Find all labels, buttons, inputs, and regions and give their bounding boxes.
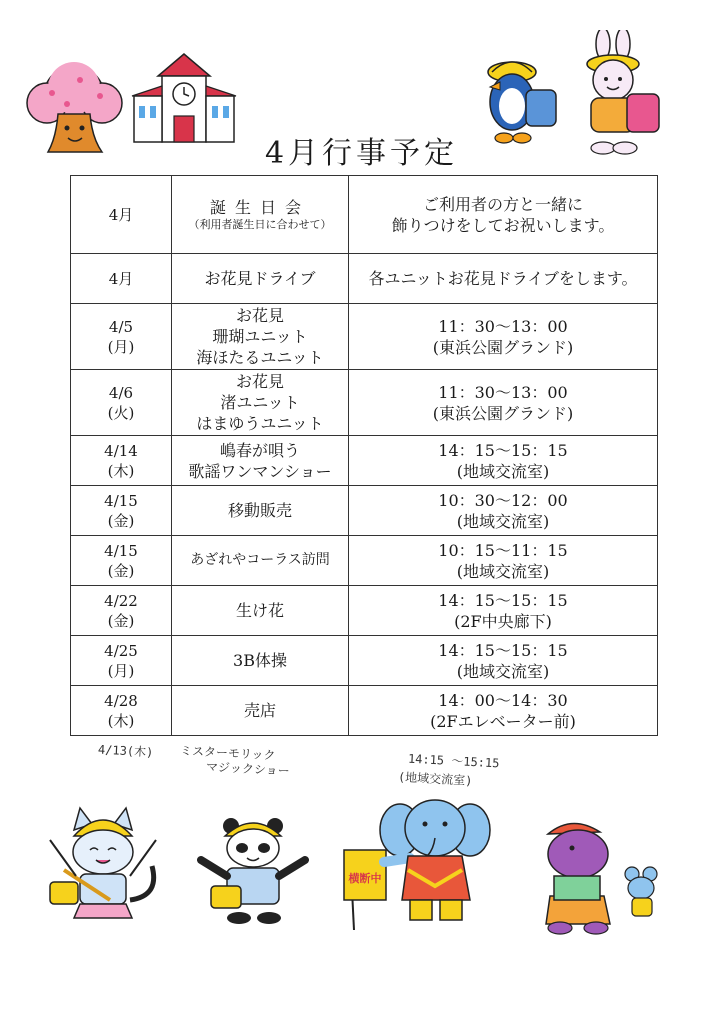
day: (月) <box>107 337 135 356</box>
table-row <box>71 586 658 636</box>
day: (金) <box>107 561 135 580</box>
handwritten-place: (地域交流室) <box>397 770 473 788</box>
event-line: 誕生日会 <box>209 198 310 217</box>
event-cell <box>172 176 349 254</box>
detail-cell <box>349 176 658 254</box>
day: (木) <box>107 461 135 480</box>
detail-line: 10：30〜12：00 <box>438 490 568 510</box>
detail-line: (地域交流室) <box>456 561 550 581</box>
detail-cell <box>349 436 658 486</box>
date-cell <box>71 436 172 486</box>
day: (火) <box>107 403 135 422</box>
detail-line: (地域交流室) <box>456 461 550 481</box>
cat-student-illustration <box>40 800 170 930</box>
date: 4/5 <box>108 317 134 336</box>
detail-line: 11：30〜13：00 <box>438 382 568 402</box>
event-line: お花見 <box>235 372 284 391</box>
date: 4/15 <box>104 541 138 560</box>
table-row <box>71 370 658 436</box>
detail-line: (東浜公園グランド) <box>432 403 574 423</box>
date-cell <box>71 304 172 370</box>
date: 4月 <box>108 205 134 224</box>
event-cell <box>172 586 349 636</box>
table-row <box>71 176 658 254</box>
detail-line: 10：15〜11：15 <box>438 540 568 560</box>
date-cell <box>71 536 172 586</box>
table-row <box>71 254 658 304</box>
detail-line: (地域交流室) <box>456 511 550 531</box>
date-cell <box>71 586 172 636</box>
table-row <box>71 304 658 370</box>
event-cell <box>172 370 349 436</box>
handwritten-event-line: ミスターモリック <box>179 743 276 763</box>
detail-line: 14：15〜15：15 <box>438 590 568 610</box>
date: 4/28 <box>104 691 138 710</box>
detail-cell <box>349 304 658 370</box>
detail-line: 11：30〜13：00 <box>438 316 568 336</box>
handwritten-time: 14:15 〜15:15 <box>407 751 500 771</box>
event-line: 嶋春が唄う <box>219 440 300 460</box>
event-line: 3B体操 <box>233 651 287 670</box>
detail-line: (東浜公園グランド) <box>432 337 574 357</box>
detail-line: ご利用者の方と一緒に <box>422 194 583 214</box>
event-line: 海ほたるユニット <box>196 348 324 367</box>
detail-cell <box>349 370 658 436</box>
day: (金) <box>107 511 135 530</box>
table-row <box>71 636 658 686</box>
event-cell <box>172 686 349 736</box>
date: 4/25 <box>104 641 138 660</box>
date: 4/14 <box>104 441 138 460</box>
detail-cell <box>349 586 658 636</box>
event-line: 売店 <box>243 701 276 720</box>
detail-cell <box>349 486 658 536</box>
event-line: 珊瑚ユニット <box>212 327 308 346</box>
detail-cell <box>349 686 658 736</box>
event-line: お花見ドライブ <box>204 269 316 288</box>
date-cell <box>71 636 172 686</box>
date: 4/15 <box>104 491 138 510</box>
event-cell <box>172 254 349 304</box>
event-line: あざれやコーラス訪問 <box>190 552 330 568</box>
elephant-crossing-guard-illustration <box>340 790 500 940</box>
panda-student-illustration <box>195 810 310 930</box>
detail-line: (2Fエレベーター前) <box>430 711 576 731</box>
table-row <box>71 436 658 486</box>
page-title: 4月行事予定 <box>264 136 459 171</box>
event-line: はまゆうユニット <box>196 414 324 433</box>
schedule-table <box>70 175 658 736</box>
event-line: 生け花 <box>235 601 284 620</box>
date-cell <box>71 686 172 736</box>
table-row <box>71 486 658 536</box>
event-cell <box>172 636 349 686</box>
event-cell <box>172 486 349 536</box>
date-cell <box>71 254 172 304</box>
event-cell <box>172 536 349 586</box>
handwritten-event-line: マジックショー <box>205 759 291 779</box>
detail-cell <box>349 254 658 304</box>
detail-line: 飾りつけをしてお祝いします。 <box>391 215 615 235</box>
event-line: 移動販売 <box>227 501 292 520</box>
detail-line: 14：00〜14：30 <box>438 690 568 710</box>
detail-line: 14：15〜15：15 <box>438 440 568 460</box>
date-cell <box>71 370 172 436</box>
event-note: （利用者誕生日に合わせて） <box>188 218 332 231</box>
date: 4/22 <box>104 591 138 610</box>
date-cell <box>71 486 172 536</box>
day: (金) <box>107 611 135 630</box>
event-cell <box>172 304 349 370</box>
date-cell <box>71 176 172 254</box>
event-line: 歌謡ワンマンショー <box>188 461 332 481</box>
detail-line: 各ユニットお花見ドライブをします。 <box>368 269 638 288</box>
detail-line: (2F中央廊下) <box>454 611 552 631</box>
date: 4/6 <box>108 383 134 402</box>
date: 4月 <box>108 269 134 288</box>
detail-cell <box>349 636 658 686</box>
event-line: お花見 <box>235 306 284 325</box>
table-row <box>71 536 658 586</box>
crossing-flag-label: 横断中 <box>348 872 382 885</box>
detail-cell <box>349 536 658 586</box>
table-row <box>71 686 658 736</box>
handwritten-date: 4/13(木) <box>97 742 154 760</box>
event-line: 渚ユニット <box>220 393 300 412</box>
day: (木) <box>107 711 135 730</box>
day: (月) <box>107 661 135 680</box>
detail-line: 14：15〜15：15 <box>438 640 568 660</box>
hippo-and-mouse-illustration <box>520 812 680 937</box>
detail-line: (地域交流室) <box>456 661 550 681</box>
event-cell <box>172 436 349 486</box>
